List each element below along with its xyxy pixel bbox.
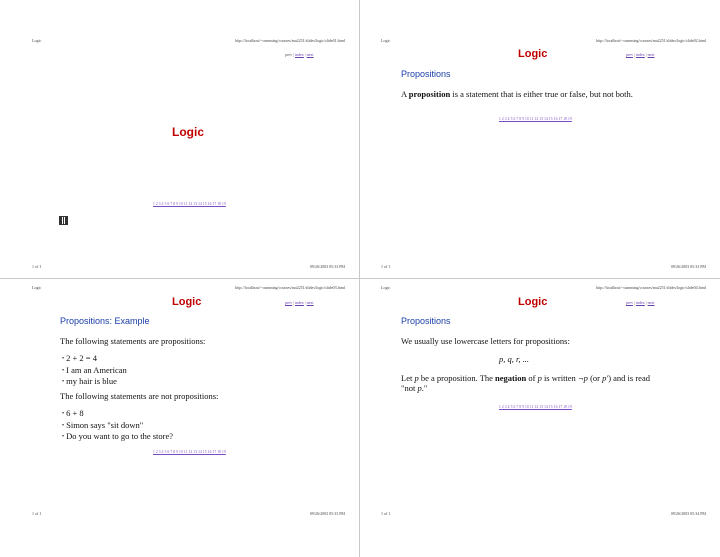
header-title: Logic [32,285,42,290]
slide-links[interactable]: 1 2 3 4 5 6 7 8 9 10 11 12 13 14 15 16 17 18 19 [153,450,226,454]
page-footer [381,264,706,270]
para-text: A [401,89,409,99]
var: p [417,383,422,393]
page-header [32,38,345,44]
para-term: proposition [408,89,451,99]
slide-nav [626,300,655,305]
definition-paragraph [401,89,661,99]
header-title: Logic [32,38,42,43]
slide-links[interactable]: 1 2 3 4 5 6 7 8 9 10 11 12 13 14 15 16 17 18 19 [499,405,572,409]
nav-separator: | [292,300,295,305]
nav-separator: | [633,300,636,305]
nav-separator: | [303,300,307,305]
slide-nav [626,52,655,57]
list-item: • my hair is blue [62,377,127,389]
footer-page-count: 1 of 1 [32,511,42,516]
intro-non-propositions: The following statements are not propositions: [60,391,219,401]
nav-index-link[interactable]: index [294,300,304,305]
var: p [414,373,419,383]
list-item: • Do you want to go to the store? [62,432,173,444]
nav-next-link[interactable]: next [647,300,655,305]
logo-title: Logic [172,125,204,139]
page-footer [381,511,706,517]
printed-page-4 [361,279,720,557]
para-term: negation [495,373,527,383]
footer-date: 09/26/2003 05:33 PM [309,511,345,516]
nav-index-link[interactable]: index [635,52,645,57]
nav-prev-link[interactable]: prev [626,300,634,305]
para-text: Let [401,373,415,383]
qr-code-icon [59,216,68,225]
footer-date: 09/26/2003 05:33 PM [670,264,706,269]
negation-paragraph [401,373,661,393]
nav-index-link[interactable]: index [294,52,304,57]
logo-title: Logic [518,296,548,308]
footer-date: 09/26/2003 05:34 PM [670,511,706,516]
list-item: • 2 + 2 = 4 [62,354,127,366]
nav-next-link[interactable]: next [647,52,655,57]
page-footer [32,264,345,270]
slide-heading: Propositions: Example [60,316,150,326]
header-url: http://localhost/~cumming/courses/ma2251/slides/logic/slide03.html [235,285,345,290]
var: p' [602,373,609,383]
header-url: http://localhost/~cumming/courses/ma2251/slides/logic/slide01.html [235,38,345,43]
nav-next-link[interactable]: next [306,52,314,57]
nav-separator: | [644,52,648,57]
printed-page-1 [0,0,359,278]
non-propositions-list [62,409,173,444]
propositions-list [62,354,127,389]
header-url: http://localhost/~cumming/courses/ma2251/slides/logic/slide04.html [596,285,706,290]
para-text: ." [421,383,428,393]
logo-title: Logic [518,48,548,60]
para-text: of [526,373,538,383]
nav-prev-disabled: prev | [285,52,295,57]
letters-display: p, q, r, ... [499,354,529,364]
nav-separator: | [633,52,636,57]
negation-symbol: ¬p [577,373,588,383]
footer-page-count: 1 of 1 [381,511,391,516]
nav-prev-link[interactable]: prev [626,52,634,57]
para-text: be a proposition. The [418,373,496,383]
slide-heading: Propositions [401,316,451,326]
slide-nav [285,300,314,305]
header-title: Logic [381,285,391,290]
nav-separator: | [303,52,307,57]
page-header [381,38,706,44]
page-header [32,285,345,291]
list-item: • Simon says "sit down" [62,421,173,433]
slide-heading: Propositions [401,69,451,79]
para-text: (or [587,373,603,383]
nav-separator: | [644,300,648,305]
nav-index-link[interactable]: index [635,300,645,305]
para-text: is written [541,373,578,383]
footer-page-count: 1 of 1 [381,264,391,269]
header-title: Logic [381,38,391,43]
nav-prev-link[interactable]: prev [285,300,293,305]
nav-next-link[interactable]: next [306,300,314,305]
logo-title: Logic [172,296,202,308]
slide-links[interactable]: 1 2 3 4 5 6 7 8 9 10 11 12 13 14 15 16 17 18 19 [153,202,226,206]
footer-page-count: 1 of 1 [32,264,42,269]
var: p [537,373,542,383]
page-footer [32,511,345,517]
intro-propositions: The following statements are propositions: [60,336,206,346]
lowercase-paragraph: We usually use lowercase letters for propositions: [401,336,570,346]
para-text: is a statement that is either true or false, but not both. [450,89,633,99]
list-item: • I am an American [62,366,127,378]
footer-date: 09/26/2003 05:33 PM [309,264,345,269]
header-url: http://localhost/~cumming/courses/ma2251/slides/logic/slide02.html [596,38,706,43]
page-header [381,285,706,291]
slide-links[interactable]: 1 2 3 4 5 6 7 8 9 10 11 12 13 14 15 16 17 18 19 [499,117,572,121]
printed-page-3 [0,279,359,557]
list-item: • 6 + 8 [62,409,173,421]
slide-nav [285,52,314,57]
printed-page-2 [361,0,720,278]
para-text: ) and is read "not [401,373,650,393]
